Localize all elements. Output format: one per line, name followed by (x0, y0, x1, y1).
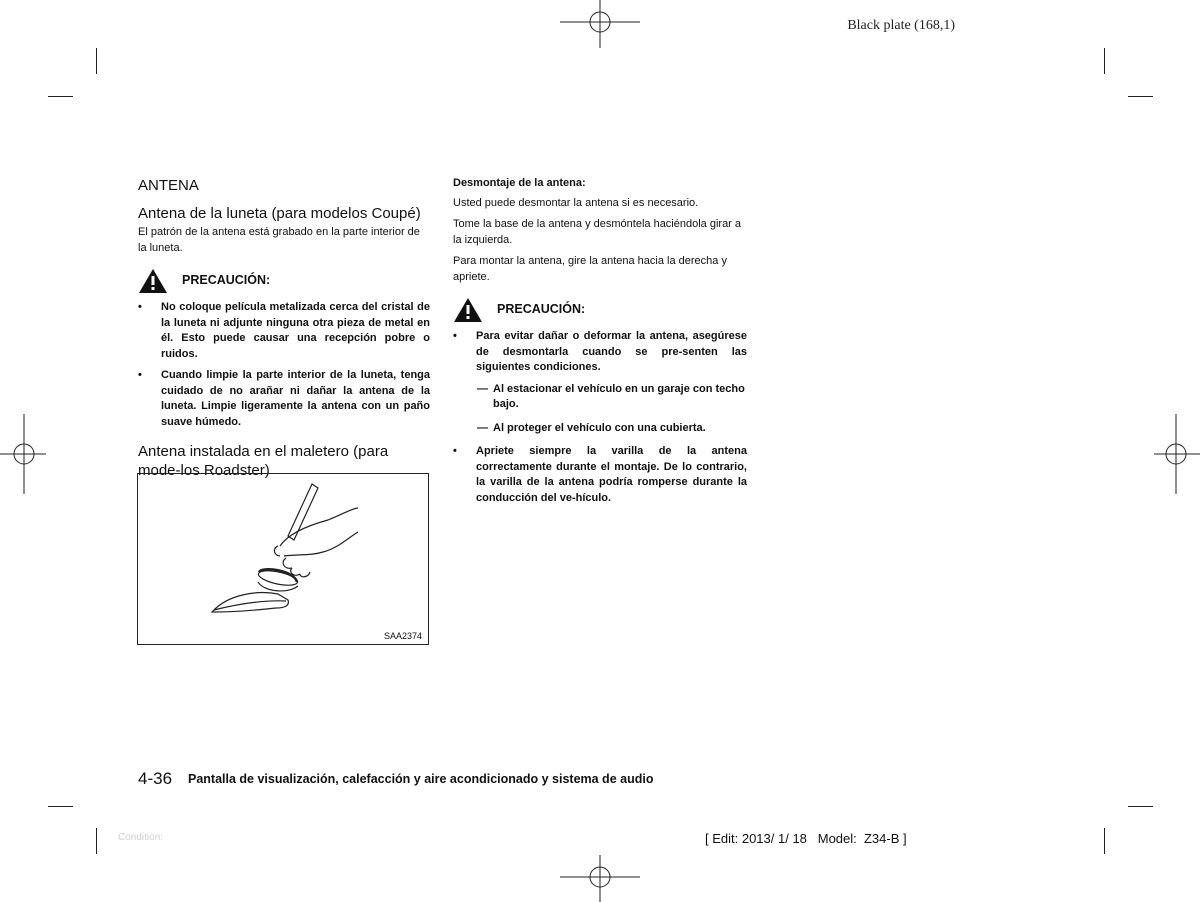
crop-mark (96, 828, 97, 854)
caution-label: PRECAUCIÓN: (497, 302, 586, 317)
warning-icon (138, 268, 168, 294)
crop-mark (1104, 828, 1105, 854)
sub-item-text: Al estacionar el vehículo en un garaje con techo bajo. (493, 382, 745, 410)
list-item: • Para evitar dañar o deformar la antena, asegúrese de desmontarla cuando se pre-senten las siguientes condiciones. (453, 329, 747, 376)
section1-text: El patrón de la antena está grabado en la parte interior de la luneta. (138, 226, 420, 254)
caution-list (453, 444, 747, 506)
caution-header (138, 268, 430, 294)
registration-mark-bottom (560, 855, 640, 902)
caution-header (453, 297, 747, 323)
page-number: 4-36 (138, 769, 173, 788)
crop-mark (48, 96, 73, 97)
plate-label: Black plate (168,1) (847, 18, 955, 33)
sub-item (477, 421, 747, 437)
registration-mark-left (0, 414, 48, 494)
crop-mark (48, 806, 73, 807)
condition-label: Condition: (118, 832, 164, 843)
list-item: • No coloque película metalizada cerca del cristal de la luneta ni adjunte ninguna otra pieza de metal en él. Esto puede causar una recepción pobre o ruidos. (138, 300, 430, 362)
crop-mark (1128, 96, 1153, 97)
left-column (138, 176, 430, 482)
removal-heading: Desmontaje de la antena: (453, 177, 586, 189)
right-column (453, 176, 747, 514)
caution-label: PRECAUCIÓN: (182, 273, 271, 288)
caution-list (453, 329, 747, 376)
figure-code: SAA2374 (383, 631, 422, 641)
registration-mark-top (560, 0, 640, 50)
section1-heading: Antena de la luneta (para modelos Coupé) (138, 205, 421, 222)
crop-mark (96, 48, 97, 74)
list-item: • Cuando limpie la parte interior de la luneta, tenga cuidado de no arañar ni dañar la antena de la luneta. Limpie ligeramente la antena con un paño suave húmedo. (138, 368, 430, 430)
list-item: • Apriete siempre la varilla de la antena correctamente durante el montaje. De lo contrario, la varilla de la antena podría romperse durante la conducción del ve-hículo. (453, 444, 747, 506)
antenna-figure (137, 473, 429, 645)
edit-info: [ Edit: 2013/ 1/ 18 Model: Z34-B ] (705, 831, 907, 846)
paragraph: Para montar la antena, gire la antena hacia la derecha y apriete. (453, 255, 727, 283)
antenna-removal-illustration (138, 474, 428, 644)
section2-heading: Antena instalada en el maletero (para mode-los Roadster) (138, 443, 389, 479)
crop-mark (1104, 48, 1105, 74)
sub-item (477, 382, 747, 413)
registration-mark-right (1154, 414, 1200, 494)
section-title: ANTENA (138, 177, 199, 194)
sub-item-text: Al proteger el vehículo con una cubierta. (493, 421, 706, 434)
paragraph: Tome la base de la antena y desmóntela haciéndola girar a la izquierda. (453, 218, 742, 246)
chapter-title: Pantalla de visualización, calefacción y aire acondicionado y sistema de audio (188, 772, 654, 786)
dash-mark: — (477, 382, 488, 395)
dash-mark: — (477, 421, 488, 434)
warning-icon (453, 297, 483, 323)
paragraph: Usted puede desmontar la antena si es necesario. (453, 196, 699, 209)
crop-mark (1128, 806, 1153, 807)
caution-list (138, 300, 430, 430)
